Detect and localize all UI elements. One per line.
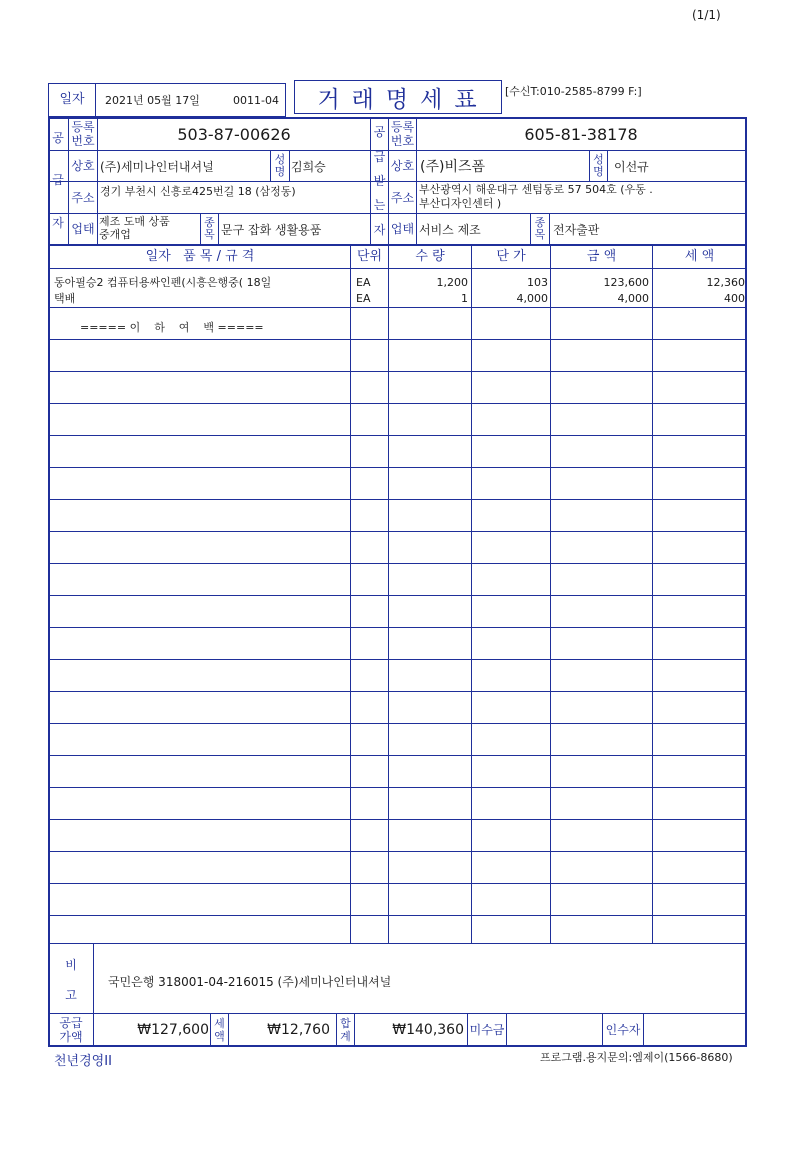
label-line: 등록 [71,120,95,134]
item-price: 4,000 [516,292,548,305]
footer-brand: 천년경영II [54,1054,112,1069]
col-header-item: 일자 품 목 / 규 격 [145,249,255,264]
receiver-item: 전자출판 [553,222,600,237]
item-tax: 12,360 [706,276,745,289]
label-line: 명 [593,165,604,178]
table-row-divider [48,723,747,724]
table-row-divider [48,595,747,596]
receiver-rep-label [590,151,607,181]
label-line: 액 [214,1030,225,1043]
table-row-divider [48,819,747,820]
receiver-reg-label [389,118,416,150]
table-row-divider [48,883,747,884]
remarks-label [49,950,93,1010]
supplier-name: (주)세미나인터내셔널 [100,159,214,174]
label-line: 종 [204,216,215,229]
receiver-address [419,183,745,213]
table-row-divider [48,851,747,852]
grand-total: ₩140,360 [392,1022,464,1038]
col-header-unit: 단위 [356,249,383,264]
table-row-divider [48,915,747,916]
supplier-biz-label: 업태 [71,222,95,236]
receiver-side-char: 는 [373,198,386,213]
receiver-side-char: 공 [373,125,386,140]
fax-line: [수신T:010-2585-8799 F:] [505,85,642,98]
table-row-divider [48,531,747,532]
business-line: 제조 도매 상품 [99,215,170,228]
item-price: 103 [527,276,548,289]
supplier-item: 문구 잡화 생활용품 [221,222,322,237]
label-line: 명 [274,165,286,178]
table-row-divider [48,627,747,628]
label-line: 공급 [59,1016,83,1030]
label-line: 고 [65,988,77,1002]
receiver-reg-number: 605-81-38178 [524,124,638,144]
item-amount: 123,600 [603,276,649,289]
tax-label [211,1014,228,1046]
label-line: 가액 [59,1030,83,1044]
receiver-business: 서비스 제조 [419,222,481,237]
label-line: 세 [214,1017,225,1030]
supplier-reg-number: 503-87-00626 [177,124,291,144]
supplier-side-char: 자 [52,215,64,230]
footer-contact: 프로그램.용지문의:엠제이(1566-8680) [540,1051,733,1064]
col-header-price: 단 가 [496,249,526,264]
item-amount: 4,000 [617,292,649,305]
date-value: 2021년 05월 17일 [105,94,200,107]
supply-label [49,1014,93,1046]
item-unit: EA [356,292,371,305]
table-row-divider [48,563,747,564]
sum-label [337,1014,354,1046]
col-header-tax: 세 액 [684,249,715,264]
label-line: 성 [274,153,286,166]
end-marker: ===== 이 하 여 백 ===== [80,321,264,334]
item-tax: 400 [724,292,745,305]
receiver-side-char: 자 [373,222,386,237]
unpaid-label: 미수금 [469,1023,505,1037]
document-title: 거래명세표 [294,80,502,114]
label-line: 번호 [71,134,95,148]
table-row-divider [48,467,747,468]
label-line: 계 [340,1030,351,1043]
supplier-rep-label [271,151,289,181]
label-line: 목 [204,228,215,241]
supplier-address: 경기 부천시 신흥로425번길 18 (삼정동) [100,185,296,198]
receiver-rep: 이선규 [614,159,649,174]
table-row-divider [48,659,747,660]
table-row-divider [48,755,747,756]
label-line: 번호 [390,134,415,148]
date-box [48,83,286,117]
label-line: 비 [65,958,77,972]
receiver-sign-label: 인수자 [605,1023,641,1037]
supplier-rep: 김희승 [291,159,326,174]
supplier-name-label: 상호 [71,159,95,173]
label-line: 등록 [390,120,415,134]
table-row-divider [48,403,747,404]
unpaid-value [507,1014,602,1046]
item-name: 동아필승2 컴퓨터용싸인펜(시흥은행중( 18일 [54,276,272,289]
table-row-divider [48,499,747,500]
receiver-side-char: 받 [373,173,386,188]
table-row-divider [48,371,747,372]
receiver-biz-label: 업태 [390,222,415,236]
supplier-side-char: 공 [52,131,64,146]
table-row-divider [48,307,747,308]
supplier-side-label [48,117,68,244]
supplier-business [99,215,199,245]
receiver-name-label: 상호 [390,159,415,173]
address-line: 부산디자인센터 ) [419,197,502,210]
date-label: 일자 [59,92,85,107]
label-line: 합 [340,1017,351,1030]
label-line: 종 [534,216,546,229]
supplier-reg-label [69,118,97,150]
item-qty: 1 [461,292,468,305]
table-row-divider [48,435,747,436]
doc-number: 0011-04 [233,93,279,107]
receiver-addr-label: 주소 [390,190,415,205]
receiver-side-label [371,120,388,242]
item-unit: EA [356,276,371,289]
address-line: 부산광역시 해운대구 센텀동로 57 504호 (우동 . [419,183,653,196]
page-indicator: (1/1) [692,8,721,22]
business-line: 중개업 [99,228,131,241]
supplier-side-char: 급 [52,173,64,188]
table-row-divider [48,787,747,788]
table-row-divider [48,339,747,340]
col-header-qty: 수 량 [415,249,445,264]
receiver-name: (주)비즈폼 [420,159,486,175]
tax-total: ₩12,760 [267,1022,330,1038]
remarks-text: 국민은행 318001-04-216015 (주)세미나인터내셔널 [108,974,392,989]
item-qty: 1,200 [436,276,468,289]
supplier-item-label [201,214,218,244]
supply-total: ₩127,600 [137,1022,209,1038]
receiver-sign [644,1014,744,1046]
receiver-side-char: 급 [373,149,386,164]
table-row-divider [48,691,747,692]
col-header-amount: 금 액 [586,249,617,264]
label-line: 목 [534,228,546,241]
supplier-addr-label: 주소 [71,190,95,205]
receiver-item-label [531,214,549,244]
label-line: 성 [593,153,604,166]
item-name: 택배 [54,292,76,305]
